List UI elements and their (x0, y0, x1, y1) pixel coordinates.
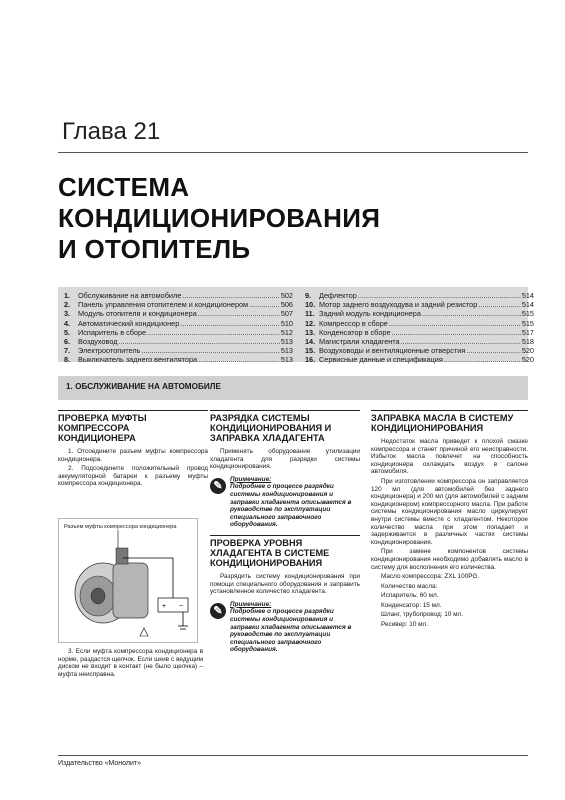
toc-number: 11. (305, 309, 315, 319)
svg-text:+: + (162, 603, 167, 610)
paragraph: Недостаток масла приведет к плохой смазке компрессора и станет причиной его неисправности. Избыток масла повлечет на способность кондиционера охлаждать воздух в салоне автомобиля. (371, 438, 528, 476)
toc-label: Выключатель заднего вентилятора (78, 355, 198, 365)
toc-leader (422, 309, 521, 318)
toc-leader (401, 337, 521, 346)
toc-number: 1. (64, 291, 71, 300)
toc-entry (64, 309, 293, 318)
toc-number: 6. (64, 337, 71, 347)
toc-page: 510 (280, 318, 293, 328)
svg-text:−: − (179, 603, 184, 610)
toc-label: Сервисные данные и спецификация (319, 355, 443, 365)
chapter-rule (58, 152, 528, 153)
heading-discharge: РАЗРЯДКА СИСТЕМЫ КОНДИЦИОНИРОВАНИЯ И ЗАПРАВКА ХЛАДАГЕНТА (210, 410, 360, 443)
spec-line: Ресивер: 10 мл. (381, 621, 429, 629)
toc-label: Обслуживание на автомобиле (78, 291, 182, 300)
toc-number: 8. (64, 355, 71, 365)
title-line: КОНДИЦИОНИРОВАНИЯ (58, 203, 381, 233)
toc-page: 518 (521, 337, 534, 347)
paragraph: При изготовлении компрессора он заправляется 120 мл (для автомобилей без заднего кондиционера) и 200 мл (для автомобилей с задним кондиционером) компрессорного масла. При работе системы кондиционирования масло циркулирует внутри системы вместе с хладагентом. Некоторое количество масла при этом попадает и задерживается в различных частях системы кондиционирования. (371, 477, 528, 546)
toc-label: Магистрали хладагента (319, 337, 400, 347)
toc-label: Испаритель в сборе (78, 327, 147, 337)
note-block (210, 476, 360, 529)
toc-leader (147, 328, 280, 337)
toc-page: 506 (280, 300, 293, 310)
spec-line: Масло компрессора: ZXL 100PG. (381, 573, 480, 581)
toc-label: Компрессор в сборе (319, 318, 388, 328)
toc-number: 5. (64, 327, 71, 337)
toc-entry (305, 300, 534, 309)
toc-entry (64, 328, 293, 337)
heading-clutch-check: ПРОВЕРКА МУФТЫ КОМПРЕССОРА КОНДИЦИОНЕРА (58, 410, 208, 443)
spec-line: Испаритель: 60 мл. (381, 592, 439, 600)
spec-line: Конденсатор: 15 мл. (381, 601, 442, 609)
toc-leader (141, 346, 279, 355)
toc-entry (305, 319, 534, 328)
toc-leader (358, 291, 521, 300)
toc-page: 513 (280, 337, 293, 347)
title-line: СИСТЕМА (58, 172, 190, 202)
toc-leader (198, 355, 280, 364)
toc-page: 515 (521, 318, 534, 328)
toc-page: 515 (521, 309, 534, 319)
table-of-contents (58, 287, 534, 365)
toc-label: Конденсатор в сборе (319, 327, 391, 337)
toc-label: Электроотопитель (78, 346, 141, 356)
toc-number: 13. (305, 327, 316, 337)
wrench-icon: ✎ (210, 603, 226, 619)
toc-entry (64, 337, 293, 346)
section-title: 1. ОБСЛУЖИВАНИЕ НА АВТОМОБИЛЕ (66, 382, 221, 391)
toc-page: 520 (521, 346, 534, 356)
toc-page: 512 (280, 327, 293, 337)
toc-label: Воздуховоды и вентиляционные отверстия (319, 346, 466, 356)
wrench-icon: ✎ (210, 478, 226, 494)
toc-number: 10. (305, 300, 316, 310)
title-line: И ОТОПИТЕЛЬ (58, 234, 251, 264)
toc-number: 9. (305, 291, 312, 300)
toc-number: 15. (305, 346, 316, 356)
toc-entry (305, 328, 534, 337)
toc-page: 514 (521, 291, 534, 300)
paragraph: 1. Отсоедините разъем муфты компрессора кондиционера. (58, 448, 208, 463)
toc-leader (444, 355, 521, 364)
toc-leader (389, 319, 521, 328)
heading-level-check: ПРОВЕРКА УРОВНЯ ХЛАДАГЕНТА В СИСТЕМЕ КОНДИЦИОНИРОВАНИЯ (210, 535, 360, 568)
toc-number: 2. (64, 300, 71, 310)
footer-rule (58, 755, 528, 756)
toc-leader (198, 309, 280, 318)
toc-number: 7. (64, 346, 71, 356)
spec-line: Количество масла: (381, 582, 438, 590)
chapter-title (58, 172, 380, 265)
toc-entry (305, 355, 534, 364)
toc-page: 513 (280, 355, 293, 365)
column-1 (58, 410, 208, 490)
toc-page: 517 (521, 327, 534, 337)
toc-number: 14. (305, 337, 316, 347)
paragraph: 3. Если муфта компрессора кондиционера в норме, раздастся щелчок. Если шкив с ведущим диском не входит в контакт (не было щелчка) – муфта неисправна. (58, 648, 203, 678)
toc-number: 16. (305, 355, 316, 365)
toc-leader (392, 328, 521, 337)
toc-entry (64, 300, 293, 309)
toc-entry (64, 291, 293, 300)
toc-entry (305, 309, 534, 318)
toc-label: Мотор заднего воздуходува и задний резистор (319, 300, 478, 310)
compressor-illustration (58, 518, 198, 643)
toc-column-left (64, 291, 293, 365)
note-heading: Примечание: (230, 600, 272, 608)
toc-page: 507 (280, 309, 293, 319)
toc-entry (64, 346, 293, 355)
toc-label: Модуль отопителя и кондиционера (78, 309, 197, 319)
note-block (210, 601, 360, 654)
toc-label: Задний модуль кондиционера (319, 309, 421, 319)
toc-leader (466, 346, 521, 355)
toc-column-right (305, 291, 534, 365)
toc-leader (249, 300, 280, 309)
toc-entry (305, 337, 534, 346)
toc-entry (305, 291, 534, 300)
toc-leader (180, 319, 280, 328)
note-text: Подробнее о процессе разрядки системы кондиционирования и заправки хладагента описывается в руководстве по эксплуатации специального заправочного оборудования. (230, 608, 352, 654)
toc-page: 502 (280, 291, 293, 300)
compressor-figure (58, 518, 198, 643)
toc-entry (64, 319, 293, 328)
spec-line: Шланг, трубопровод: 10 мл. (381, 611, 464, 619)
publisher-footer: Издательство «Монолит» (58, 760, 142, 767)
column-1-continued (58, 648, 203, 680)
chapter-label: Глава 21 (62, 118, 161, 145)
note-heading: Примечание: (230, 475, 272, 483)
toc-page: 520 (521, 355, 534, 365)
heading-oil-fill: ЗАПРАВКА МАСЛА В СИСТЕМУ КОНДИЦИОНИРОВАНИЯ (371, 410, 528, 433)
column-2 (210, 410, 360, 660)
toc-page: 513 (280, 346, 293, 356)
toc-leader (182, 291, 280, 300)
column-3 (371, 410, 528, 631)
note-text: Подробнее о процессе разрядки системы кондиционирования и заправки хладагента описывается в руководстве по эксплуатации специального заправочного оборудования. (230, 483, 352, 529)
figure-label: Разъем муфты компрессора кондиционера (64, 524, 177, 530)
toc-label: Дефлектор (319, 291, 357, 300)
paragraph: Применять оборудование утилизации хладагента для разрядки системы кондиционирования. (210, 448, 360, 471)
toc-leader (119, 337, 280, 346)
toc-number: 12. (305, 318, 316, 328)
toc-entry (305, 346, 534, 355)
toc-number: 4. (64, 318, 71, 328)
toc-leader (478, 300, 521, 309)
toc-label: Воздуховод (78, 337, 118, 347)
toc-label: Автоматический кондиционер (78, 318, 180, 328)
toc-label: Панель управления отопителем и кондиционером (78, 300, 249, 310)
paragraph: При замене компонентов системы кондиционирования необходимо добавлять масло в систему для восполнения его количества. (371, 548, 528, 571)
toc-page: 514 (521, 300, 534, 310)
paragraph: 2. Подсоедините положительный провод аккумуляторной батареи к разъему муфты компрессора кондиционера. (58, 465, 208, 488)
toc-number: 3. (64, 309, 71, 319)
paragraph: Разрядить систему кондиционирования при помощи специального оборудования и заправить установленное количество хладагента. (210, 572, 360, 596)
toc-entry (64, 355, 293, 364)
